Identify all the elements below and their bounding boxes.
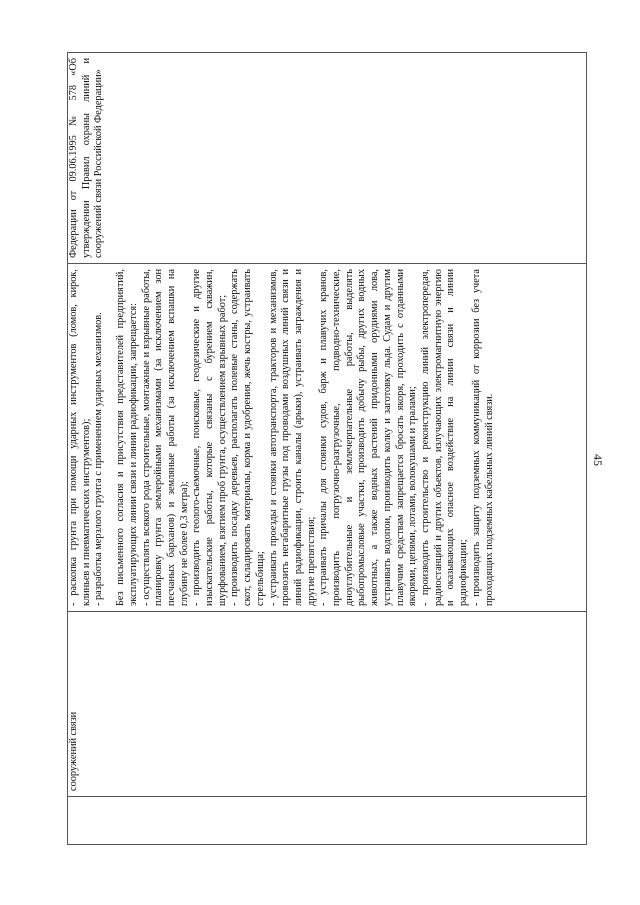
legal-basis-text: Федерации от 09.06.1995 № 578 «Об утверждении Правил охраны линий и сооружений связи Российской Федерации» <box>68 58 105 258</box>
restriction-heading: Без письменного согласия и присутствия представителей предприятий, эксплуатирующих линии связи и линии радиофикации, запрещается: <box>115 269 139 606</box>
table-cell-empty <box>68 797 587 845</box>
restriction-item: - устраивать проезды и стоянки автотранспорта, тракторов и механизмов, провозить негабаритные грузы под проводами воздушных линий связи и линий радиофикации, строить каналы (арыки), устраивать заграждения и другие препятствия; <box>267 269 317 606</box>
page-number: 45 <box>591 454 605 466</box>
restriction-item: - производить посадку деревьев, располагать полевые станы, содержать скот, складировать материалы, корма и удобрения, жечь костры, устраивать стрельбища; <box>229 269 266 606</box>
restriction-item: - производить строительство и реконструкцию линий электропередач, радиостанций и других объектов, излучающих электромагнитную энергию и оказывающих опасное воздействие на линии связи и линии радиофикации; <box>419 269 470 606</box>
rotated-page <box>67 55 605 845</box>
restriction-item: - производить геолого-съемочные, поисковые, геодезические и другие изыскательские работы, которые связаны с бурением скважин, шурфованием, взятием проб грунта, осуществлением взрывных работ; <box>191 269 228 606</box>
table-row <box>68 53 587 845</box>
table-cell-legal-basis <box>68 53 587 264</box>
restriction-item: - осуществлять всякого рода строительные, монтажные и взрывные работы, планировку грунта землеройными механизмами (за исключением зон песчаных барханов) и земляные работы (за исключением вспашки на глубину не более 0,3 метра); <box>140 269 190 606</box>
table-cell-object <box>68 612 587 797</box>
restriction-item: - устраивать причалы для стоянки судов, барж и плавучих кранов, производить погрузочно-разгрузочные, подводно-технические, дноуглубительные и землечерпательные работы, выделять рыбопромысловые участки, производить добычу рыбы, других водных животных, а также водных растений придонными орудиями лова, устраивать водопои, производить колку и заготовку льда. Судам и другим плавучим средствам запрещается бросать якоря, проходить с отданными якорями, цепями, лотами, волокушами и тралами; <box>318 269 419 606</box>
regulation-table <box>67 52 587 845</box>
restriction-item: - разработка мерзлого грунта с применением ударных механизмов. <box>93 312 105 606</box>
object-label: сооружений связи <box>68 711 79 791</box>
restriction-item: - производить защиту подземных коммуникаций от коррозии без учета проходящих подземных кабельных линий связи. <box>470 269 495 606</box>
table-cell-restrictions <box>68 264 587 612</box>
restriction-item: - раскопка грунта при помощи ударных инструментов (ломов, кирок, клиньев и пневматических инструментов); <box>68 269 92 606</box>
